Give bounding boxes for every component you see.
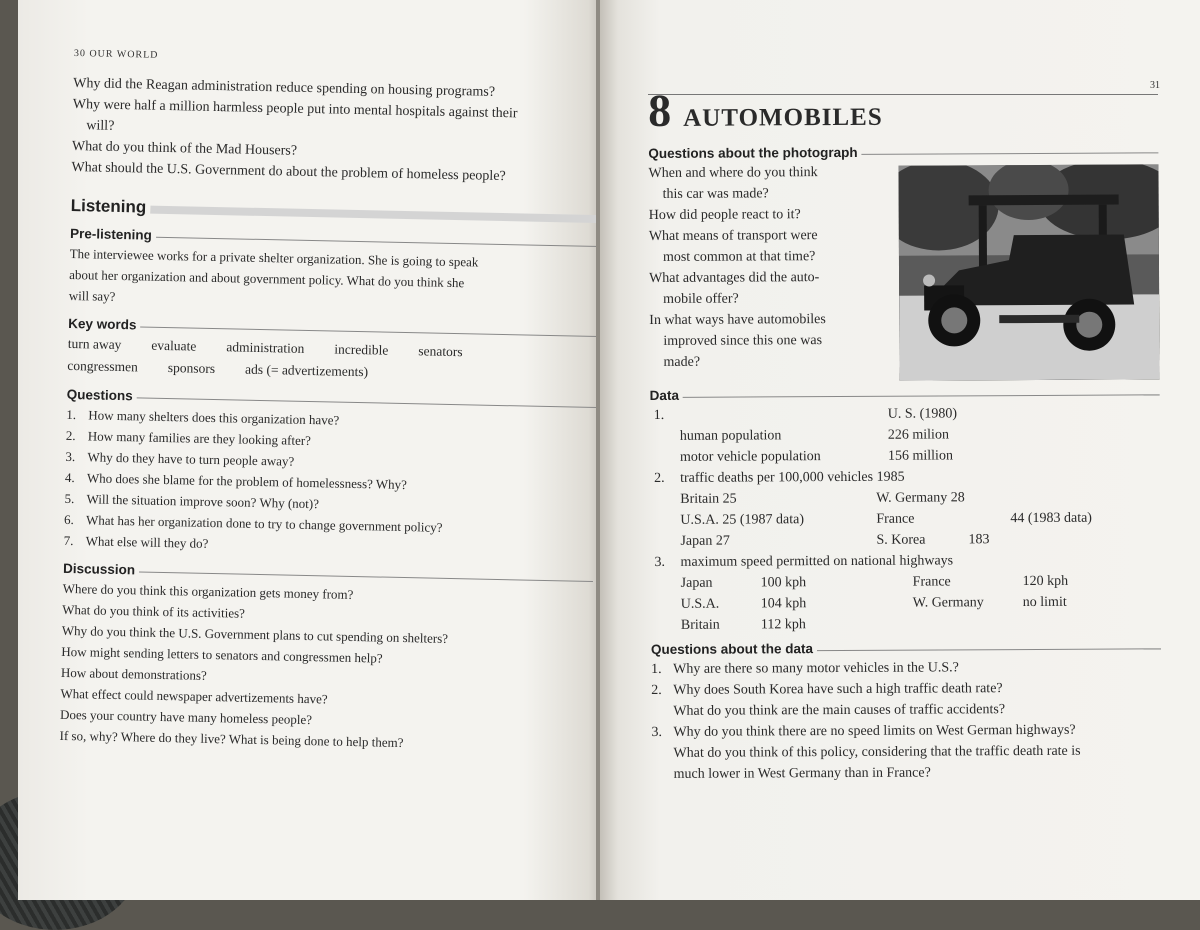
keyword: administration <box>226 336 304 360</box>
data-questions-heading-text: Questions about the data <box>651 641 813 657</box>
intro-question: What do you think of the Mad Housers? <box>72 136 602 168</box>
keyword: evaluate <box>151 335 196 358</box>
row-value: 112 kph <box>761 614 806 635</box>
discussion-item: Where do you think this organization gets money from? <box>62 578 592 610</box>
row-value: 183 <box>968 529 989 550</box>
keyword: incredible <box>334 339 388 362</box>
discussion-item: What do you think of its activities? <box>62 599 592 631</box>
list-item <box>651 656 1161 680</box>
row-value: 100 kph <box>761 572 807 593</box>
data-row <box>650 423 1160 447</box>
prelistening-text: about her organization and about government policy. What do you think she <box>69 264 599 296</box>
row-value: Britain 25 <box>680 489 736 510</box>
heading-rule <box>862 152 1159 155</box>
photo-question: How did people react to it? <box>649 204 895 226</box>
photo-question: What advantages did the auto- <box>649 267 895 289</box>
row-label: U.S.A. <box>681 594 720 615</box>
row-value: 44 (1983 data) <box>1010 508 1092 529</box>
questions-list <box>63 404 596 562</box>
list-item <box>651 719 1161 743</box>
list-item <box>651 698 1161 722</box>
item-number: 2. <box>66 425 88 446</box>
item-text: How many families are they looking after? <box>88 428 311 448</box>
row-label: motor vehicle population <box>680 446 821 468</box>
page-number: 31 <box>1150 80 1160 91</box>
list-item <box>651 740 1161 764</box>
row-label: W. Germany <box>913 592 984 613</box>
right-page <box>600 0 1200 900</box>
photo-question: When and where do you think <box>648 162 894 184</box>
item-number: 3. <box>65 446 87 467</box>
questions-heading-text: Questions <box>67 387 133 403</box>
data-row <box>650 507 1160 531</box>
item-text: Why does South Korea have such a high traffic death rate? <box>673 681 1002 698</box>
intro-question: What should the U.S. Government do about the problem of homeless people? <box>71 157 601 189</box>
keywords-heading-text: Key words <box>68 316 137 332</box>
item-number: 1. <box>66 404 88 425</box>
photo-question: most common at that time? <box>649 246 895 268</box>
data-questions-list <box>651 656 1162 785</box>
item-text: Why are there so many motor vehicles in the U.S.? <box>673 660 959 676</box>
keyword: senators <box>418 340 463 363</box>
chapter-name: AUTOMOBILES <box>683 104 883 133</box>
photo-question: made? <box>649 351 895 373</box>
car-photo-icon <box>898 164 1159 380</box>
listening-heading-text: Listening <box>70 196 146 218</box>
row-value: 104 kph <box>761 593 807 614</box>
photo-block <box>648 160 1159 382</box>
discussion-item: Does your country have many homeless people? <box>60 704 590 736</box>
item-number: 2. <box>654 468 665 489</box>
item-number: 1. <box>654 405 665 426</box>
data-row <box>650 402 1160 426</box>
chapter-title <box>648 85 1158 134</box>
photo-question: In what ways have automobiles <box>649 309 895 331</box>
row-label: traffic deaths per 100,000 vehicles 1985 <box>680 467 905 489</box>
prelistening-heading-text: Pre-listening <box>70 226 152 243</box>
row-value: 156 million <box>888 445 953 466</box>
row-label: human population <box>680 425 782 447</box>
item-number: 6. <box>64 509 86 530</box>
item-text: Why do they have to turn people away? <box>87 449 294 468</box>
row-label: S. Korea <box>876 530 925 551</box>
item-number: 4. <box>65 467 87 488</box>
intro-question: Why did the Reagan administration reduce spending on housing programs? <box>73 73 603 105</box>
running-head: 30 OUR WORLD <box>74 48 604 70</box>
data-row <box>650 528 1160 552</box>
row-label: France <box>876 509 914 530</box>
keyword: turn away <box>68 333 122 356</box>
listening-heading <box>70 196 600 227</box>
discussion-item: How about demonstrations? <box>61 662 591 694</box>
item-text: What do you think are the main causes of traffic accidents? <box>673 702 1005 719</box>
right-page-content <box>648 75 1162 785</box>
item-text: What do you think of this policy, considering that the traffic death rate is <box>673 744 1080 761</box>
intro-question: Why were half a million harmless people put into mental hospitals against their <box>73 94 603 126</box>
data-heading-text: Data <box>650 388 679 403</box>
data-heading <box>650 385 1160 403</box>
row-label: Britain <box>681 615 720 636</box>
data-row <box>650 465 1160 489</box>
data-row <box>650 549 1160 573</box>
chapter-number: 8 <box>648 88 671 134</box>
data-questions-heading <box>651 639 1161 657</box>
heading-rule <box>683 394 1160 397</box>
heading-rule <box>817 648 1161 651</box>
data-row <box>650 486 1160 510</box>
row-value: W. Germany 28 <box>876 487 965 508</box>
discussion-item: Why do you think the U.S. Government plans to cut spending on shelters? <box>62 620 592 652</box>
discussion-heading-text: Discussion <box>63 561 135 578</box>
row-label: maximum speed permitted on national highways <box>680 550 953 572</box>
item-number: 1. <box>651 659 673 680</box>
data-row <box>651 612 1161 636</box>
data-row <box>651 591 1161 615</box>
row-value: 120 kph <box>1023 571 1069 592</box>
vintage-car-photo <box>898 164 1159 380</box>
item-text: What has her organization done to try to change government policy? <box>86 512 443 534</box>
intro-question: will? <box>72 115 602 147</box>
item-text: much lower in West Germany than in France? <box>674 766 931 782</box>
row-value: Japan 27 <box>680 531 729 552</box>
left-page <box>18 0 606 900</box>
left-page-content <box>59 48 604 757</box>
item-number: 2. <box>651 680 673 701</box>
item-text: How many shelters does this organization have? <box>88 407 339 427</box>
photo-questions-heading-text: Questions about the photograph <box>648 145 857 161</box>
row-value: U.S.A. 25 (1987 data) <box>680 509 804 531</box>
row-label: France <box>913 571 951 592</box>
data-row <box>651 570 1161 594</box>
item-number: 7. <box>63 530 85 551</box>
keyword: sponsors <box>168 357 216 380</box>
discussion-item: How might sending letters to senators and congressmen help? <box>61 641 591 673</box>
row-label: Japan <box>681 573 713 594</box>
photo-question: improved since this one was <box>649 330 895 352</box>
keyword: congressmen <box>67 355 138 378</box>
intro-questions <box>71 73 603 189</box>
item-number: 3. <box>651 722 673 743</box>
keyword: ads (= advertizements) <box>245 359 368 384</box>
data-row <box>650 444 1160 468</box>
heading-rule <box>150 205 601 222</box>
item-text: Will the situation improve soon? Why (not)? <box>86 491 319 511</box>
heading-rule <box>156 236 600 246</box>
discussion-list <box>59 578 592 757</box>
photo-question: mobile offer? <box>649 288 895 310</box>
column-header: U. S. (1980) <box>888 403 957 424</box>
discussion-item: If so, why? Where do they live? What is being done to help them? <box>59 725 589 757</box>
item-text: What else will they do? <box>86 533 209 551</box>
photo-question: What means of transport were <box>649 225 895 247</box>
list-item <box>652 761 1162 785</box>
item-number: 3. <box>654 552 665 573</box>
photo-questions-heading <box>648 143 1158 161</box>
photo-questions <box>648 162 895 382</box>
item-text: Who does she blame for the problem of homelessness? Why? <box>87 470 407 492</box>
item-text: Why do you think there are no speed limits on West German highways? <box>673 723 1075 740</box>
prelistening-text: will say? <box>69 285 599 317</box>
prelistening-text: The interviewee works for a private shelter organization. She is going to speak <box>69 243 599 275</box>
data-table <box>650 402 1161 636</box>
row-value: 226 milion <box>888 424 949 445</box>
item-number: 5. <box>64 488 86 509</box>
row-value: no limit <box>1023 592 1067 613</box>
discussion-item: What effect could newspaper advertizements have? <box>60 683 590 715</box>
photo-question: this car was made? <box>649 183 895 205</box>
list-item <box>651 677 1161 701</box>
